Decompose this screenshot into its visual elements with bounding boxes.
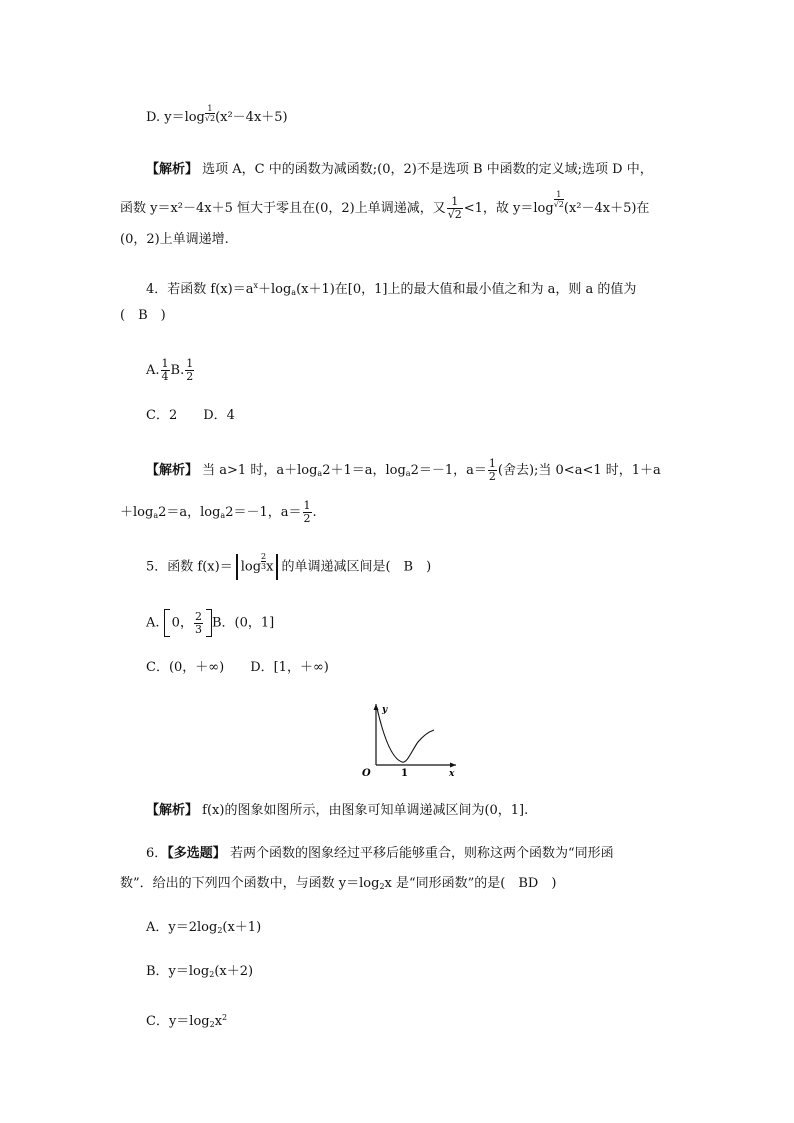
function-graph [360,700,460,780]
option-text: (x＋2) [214,964,254,979]
numerator: 1 [186,357,194,370]
analysis-text: (舍去);当 0<a<1 时，1＋a [497,463,661,478]
q4-options-ab [146,358,195,383]
option-text: D. y＝log [146,110,205,125]
denominator: 3 [194,622,202,636]
analysis-text: 选项 A，C 中的函数为减函数;(0，2)不是选项 B 中函数的定义域;选项 D 中， [202,162,653,177]
q4-analysis-line-2 [120,500,317,525]
fraction [303,500,312,525]
option-text: B．y＝log [146,964,210,979]
subscript: a [291,288,297,297]
q3-analysis-line-2 [120,190,650,221]
numerator: 2 [194,609,202,623]
superscript: x [253,281,258,290]
abs-bar-left [236,554,238,580]
x-label: x [449,769,455,779]
multi-choice-tag: 【多选题】 [167,846,226,861]
fraction [194,611,203,636]
stem-text: 5．函数 f(x)＝ [146,559,233,575]
analysis-text: (x²－4x＋5)在 [563,201,650,216]
option-text: C．y＝log [146,1014,210,1029]
superscript: 2 [222,1013,228,1022]
left-bracket [164,609,170,637]
analysis-text: <1，故 y＝log [463,201,554,216]
option-text: x [214,1014,223,1029]
option-b-label: B. [170,363,185,378]
numerator: 2 [261,552,267,561]
q3-analysis-line-3 [120,232,229,248]
analysis-text: 2＝a，log [158,505,221,520]
denominator: 2 [488,470,496,483]
q5-stem [146,554,431,580]
analysis-text: 2＋1＝a，log [322,463,406,478]
q6-stem-line-1 [146,846,614,862]
log-base-fraction [554,190,564,209]
y-label: y [382,705,388,715]
subscript: a [317,469,323,478]
log-text: log [240,559,262,575]
q5-options-ab [146,609,274,637]
analysis-text: 2＝－1，a＝ [410,463,487,478]
q3-analysis-line-1 [146,162,653,178]
log-base-fraction [205,104,215,123]
log-x: x [266,559,274,575]
numerator: 1 [205,104,215,114]
options-text: C．2 D．4 [146,408,235,423]
answer-text: ( B ) [120,308,166,323]
numerator: 1 [488,457,496,470]
option-a-label: A. [146,363,160,378]
option-text-rest: (x²－4x＋5) [215,110,288,125]
denominator: √2 [553,200,564,209]
numerator: 1 [303,499,311,512]
curve [377,708,434,762]
denominator: 2 [303,512,311,525]
q3-option-d [146,104,288,126]
denominator: 2 [186,370,194,383]
option-text: (x＋1) [222,920,262,935]
question-number: 6． [146,846,168,861]
q6-option-b [146,964,253,983]
fraction [488,458,497,483]
denominator: 4 [161,370,169,383]
numerator: 1 [161,357,169,370]
option-a-text: 0， [171,615,193,631]
subscript: a [220,511,226,520]
q5-analysis [146,803,528,819]
analysis-tag: 【解析】 [146,803,199,818]
stem-text: 的单调递减区间是( B ) [281,559,432,575]
subscript: a [405,469,411,478]
q5-options-cd [146,660,329,676]
option-b-text: B．(0，1] [211,615,275,631]
analysis-text: ＋log [120,505,154,520]
q6-option-c [146,1010,227,1033]
subscript: 2 [217,926,223,935]
denominator: √2 [447,208,462,221]
subscript: 2 [379,882,385,891]
analysis-text: f(x)的图象如图所示，由图象可知单调递减区间为(0，1]. [202,803,529,818]
q4-options-cd [146,408,235,424]
analysis-text: 2＝－1，a＝ [225,505,302,520]
origin-label: O [362,768,371,779]
abs-bar-right [276,554,278,580]
numerator: 1 [447,196,463,209]
q6-option-a [146,920,261,939]
analysis-text: . [312,505,317,520]
stem-text: (x＋1)在[0，1]上的最大值和最小值之和为 a，则 a 的值为 [296,282,637,297]
subscript: a [153,511,159,520]
numerator: 1 [554,190,564,200]
q4-analysis-line-1 [146,458,661,483]
stem-text: 数”．给出的下列四个函数中，与函数 y＝log [120,876,380,891]
analysis-tag: 【解析】 [146,463,199,478]
option-text: A．y＝2log [146,920,218,935]
stem-text: 若两个函数的图象经过平移后能够重合，则称这两个函数为“同形函 [229,846,614,861]
denominator: 3 [261,562,267,571]
tick-label-1: 1 [401,768,408,779]
stem-text: 4．若函数 f(x)＝a [146,282,254,297]
analysis-text: 当 a>1 时，a＋log [202,463,318,478]
analysis-text: (0，2)上单调递增. [120,232,229,247]
q4-answer [120,308,166,324]
option-a-label: A. [146,615,160,631]
denominator: √2 [204,114,216,123]
subscript: 2 [209,1020,215,1029]
fraction [185,358,194,383]
x-axis-arrow [450,763,456,768]
fraction [161,358,170,383]
analysis-tag: 【解析】 [146,162,199,177]
q6-stem-line-2 [120,876,556,895]
stem-text: x 是“同形函数”的是( BD ) [384,876,557,891]
stem-text: ＋log [257,282,292,297]
analysis-text: 函数 y＝x²－4x＋5 恒大于零且在(0，2)上单调递减，又 [120,201,446,216]
subscript: 2 [209,970,215,979]
options-text: C．(0，＋∞) D．[1，＋∞) [146,660,329,675]
fraction [447,196,463,221]
q4-stem [146,278,636,301]
